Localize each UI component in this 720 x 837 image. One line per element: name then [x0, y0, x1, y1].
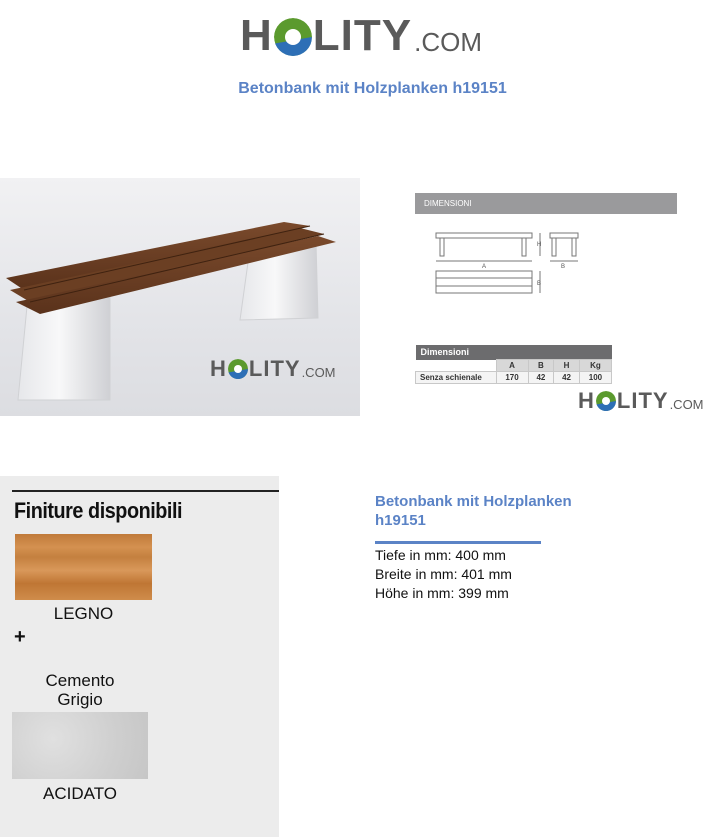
- logo-letters: LITY: [248, 356, 301, 381]
- site-logo[interactable]: [240, 11, 482, 60]
- dimension-drawing: [430, 225, 590, 300]
- col-a: A: [496, 360, 528, 372]
- wood-label: LEGNO: [53, 604, 114, 623]
- finishes-panel: [0, 476, 279, 837]
- finishes-divider: [12, 490, 279, 492]
- col-b: B: [528, 360, 554, 372]
- dimensions-table: [415, 345, 612, 384]
- col-kg: Kg: [579, 360, 611, 372]
- logo-letter-h: H: [240, 11, 273, 60]
- logo-letters: LITY: [616, 388, 669, 413]
- spec-width: Breite in mm: 401 mm: [375, 566, 512, 582]
- page-title: Betonbank mit Holzplanken h19151: [238, 80, 507, 97]
- cell-h: 42: [554, 372, 580, 384]
- bench-illustration: [0, 178, 360, 416]
- cell-b: 42: [528, 372, 554, 384]
- spec-height: Höhe in mm: 399 mm: [375, 585, 509, 601]
- cell-kg: 100: [579, 372, 611, 384]
- logo-suffix: .COM: [669, 397, 704, 412]
- dimensions-header: DIMENSIONI: [415, 193, 677, 214]
- table-title: Dimensioni: [416, 345, 612, 360]
- logo-letter-h: H: [578, 388, 595, 413]
- spec-depth: Tiefe in mm: 400 mm: [375, 547, 506, 563]
- table-empty-cell: [416, 360, 497, 372]
- product-info-title: [375, 492, 615, 530]
- table-row: [416, 372, 612, 384]
- row-label: Senza schienale: [416, 372, 497, 384]
- cell-a: 170: [496, 372, 528, 384]
- product-info-title-line2: h19151: [375, 512, 426, 529]
- logo-letters: LITY: [312, 11, 413, 60]
- holity-logo-icon: [596, 391, 616, 411]
- logo-letter-h: H: [210, 356, 227, 381]
- plus-sign: +: [14, 626, 26, 648]
- wood-swatch: [15, 534, 152, 600]
- dim-label-b2: B: [537, 281, 542, 287]
- logo-suffix: .COM: [301, 365, 336, 380]
- product-info-title-line1: Betonbank mit Holzplanken: [375, 493, 572, 510]
- dim-label-h: H: [537, 242, 542, 248]
- concrete-label-1: Cemento: [45, 671, 115, 690]
- dim-label-b: B: [561, 264, 566, 270]
- holity-logo-icon: [274, 18, 312, 56]
- finishes-title: Finiture disponibili: [14, 498, 183, 523]
- bench-photo: [0, 178, 360, 416]
- watermark-logo: [210, 358, 336, 380]
- holity-logo-icon: [228, 359, 248, 379]
- concrete-swatch: [12, 712, 148, 779]
- concrete-finish-label: ACIDATO: [43, 784, 117, 803]
- info-divider: [375, 541, 541, 544]
- watermark-logo-2: [578, 390, 704, 412]
- dim-label-a: A: [482, 264, 487, 270]
- logo-suffix: .COM: [414, 27, 482, 57]
- col-h: H: [554, 360, 580, 372]
- concrete-label-2: Grigio: [57, 690, 103, 709]
- table-header-row: [416, 360, 612, 372]
